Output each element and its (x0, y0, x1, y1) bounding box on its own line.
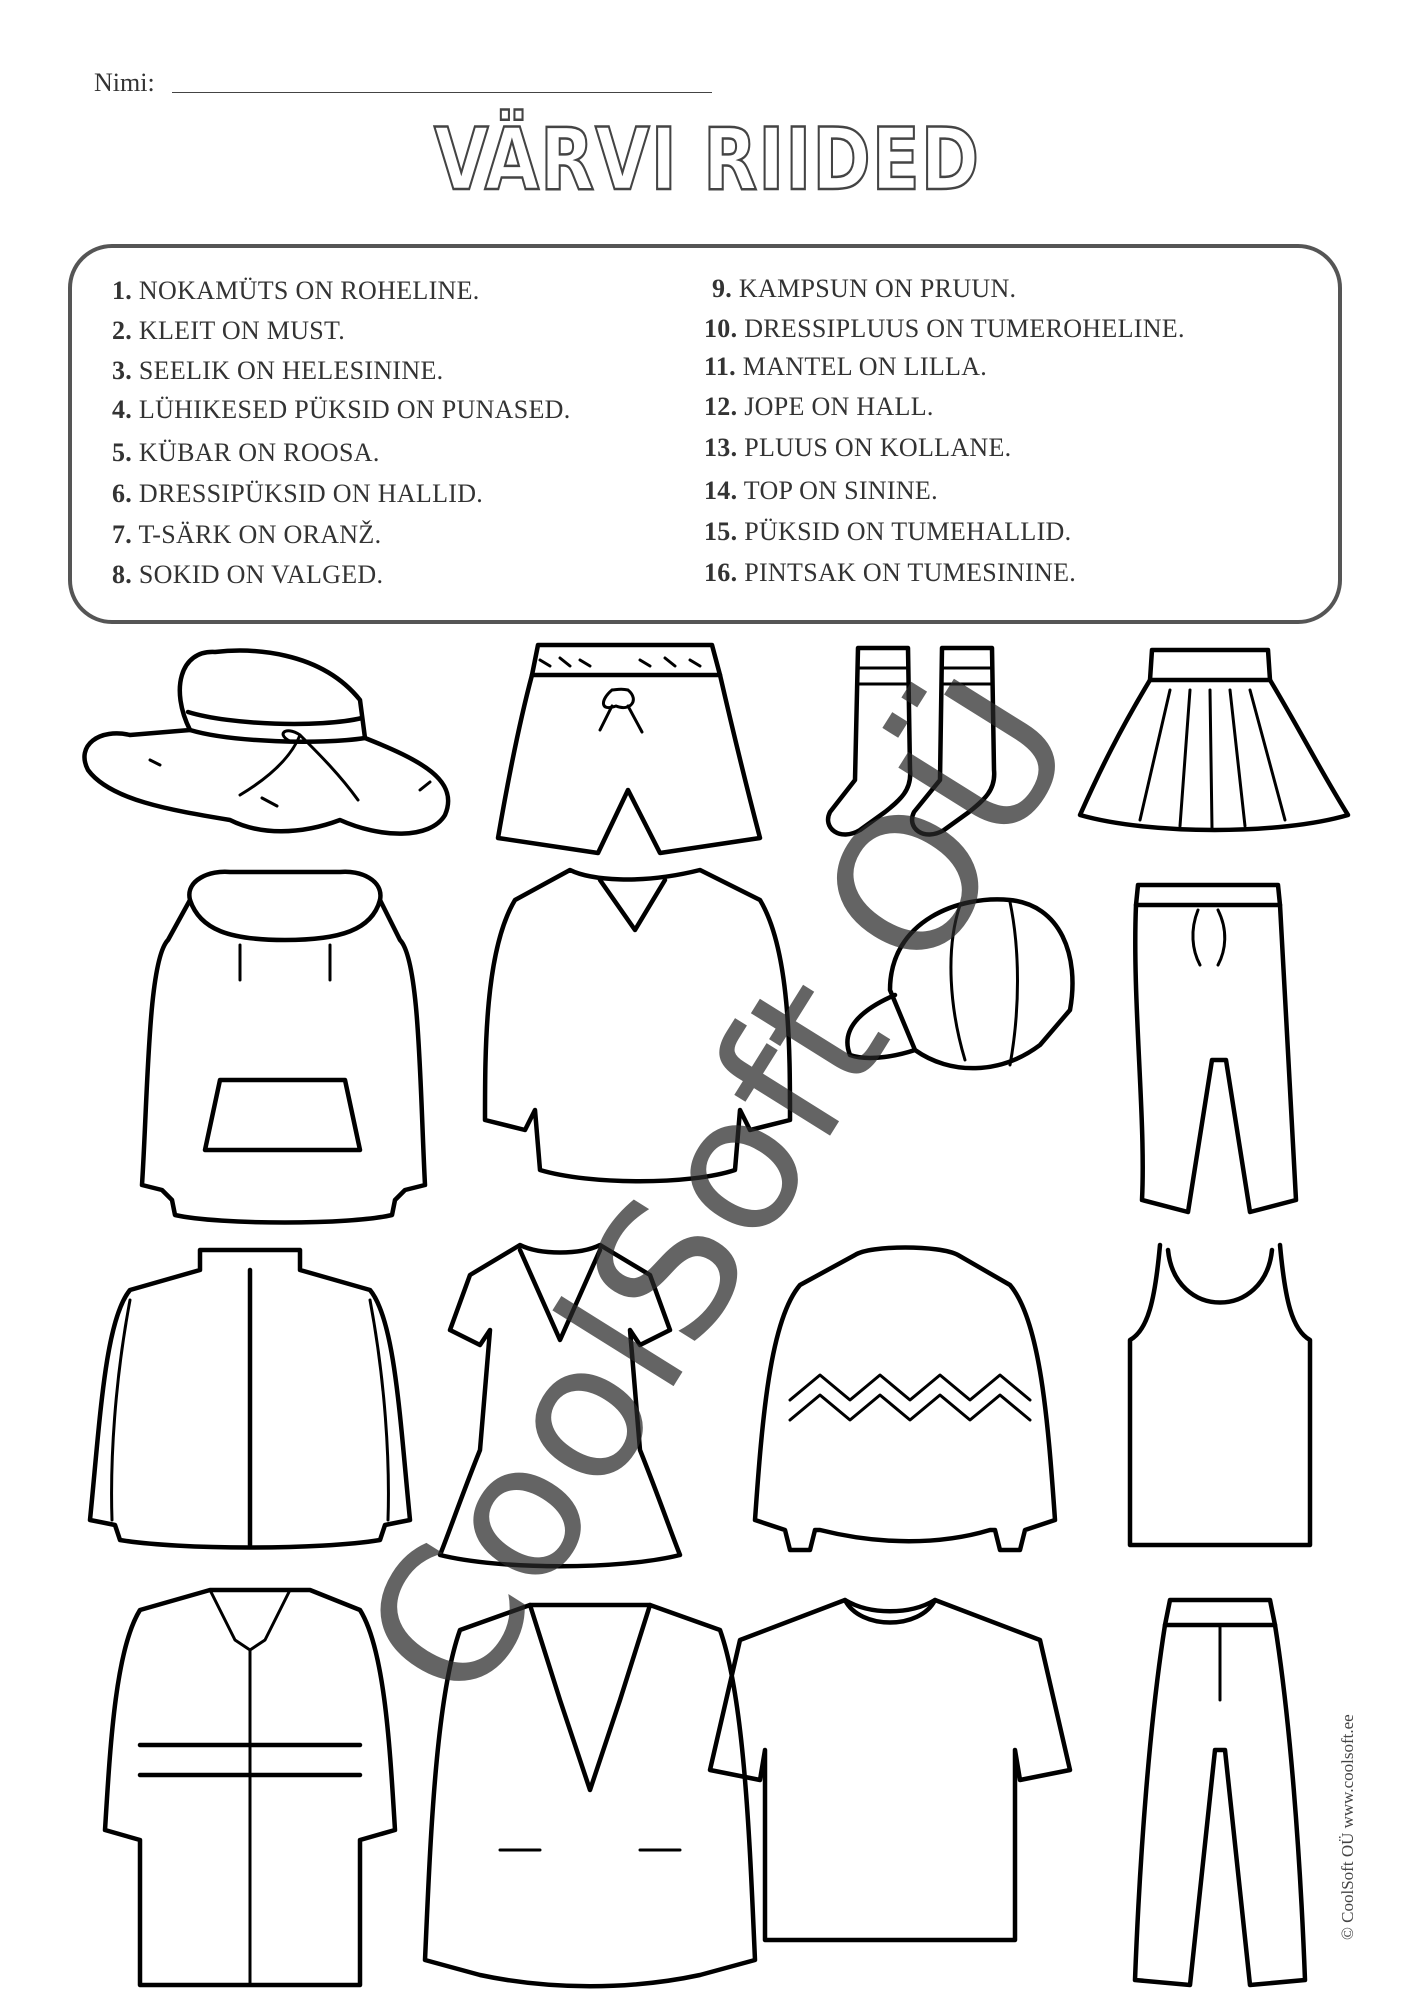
instruction-item: 8. SOKID ON VALGED. (112, 560, 384, 589)
instruction-item: 15. PÜKSID ON TUMEHALLID. (704, 517, 1072, 546)
name-label: Nimi: (94, 68, 155, 97)
sweatpants-icon[interactable] (1135, 885, 1296, 1212)
instruction-item: 1. NOKAMÜTS ON ROHELINE. (112, 276, 480, 305)
instruction-item: 6. DRESSIPÜKSID ON HALLID. (112, 479, 484, 508)
watermark: CoolSoft OÜ (321, 643, 1119, 1737)
trousers-icon[interactable] (1135, 1600, 1305, 1985)
shorts-icon[interactable] (498, 645, 760, 853)
sweater-icon[interactable] (755, 1248, 1055, 1551)
instruction-item: 7. T-SÄRK ON ORANŽ. (112, 520, 382, 549)
instruction-item: 5. KÜBAR ON ROOSA. (112, 438, 380, 467)
track-jacket-icon[interactable] (90, 1250, 410, 1548)
instruction-item: 4. LÜHIKESED PÜKSID ON PUNASED. (112, 395, 571, 424)
instruction-item: 14. TOP ON SININE. (704, 476, 938, 505)
skirt-icon[interactable] (1080, 650, 1348, 830)
instruction-item: 2. KLEIT ON MUST. (112, 316, 346, 345)
sun-hat-icon[interactable] (84, 651, 448, 834)
t-shirt-icon[interactable] (710, 1600, 1070, 1940)
instruction-item: 13. PLUUS ON KOLLANE. (704, 433, 1012, 462)
instruction-item: 16. PINTSAK ON TUMESININE. (704, 558, 1077, 587)
instruction-item: 10. DRESSIPLUUS ON TUMEROHELINE. (704, 314, 1185, 343)
instruction-item: 9. KAMPSUN ON PRUUN. (712, 274, 1017, 303)
instruction-item: 11. MANTEL ON LILLA. (704, 352, 988, 381)
coat-icon[interactable] (105, 1590, 395, 1985)
instruction-item: 3. SEELIK ON HELESININE. (112, 356, 444, 385)
page-title: VÄRVI RIIDED (434, 110, 980, 210)
hoodie-icon[interactable] (142, 872, 425, 1223)
footer-copyright: © CoolSoft OÜ www.coolsoft.ee (1338, 1714, 1357, 1940)
instruction-item: 12. JOPE ON HALL. (704, 392, 934, 421)
tank-top-icon[interactable] (1130, 1245, 1310, 1545)
